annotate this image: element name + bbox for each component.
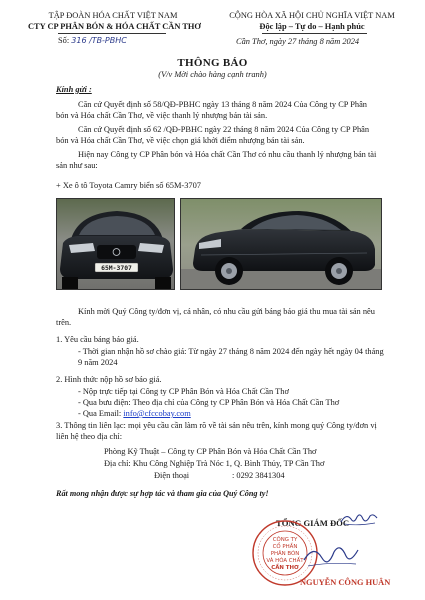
document-title: THÔNG BÁO bbox=[177, 57, 248, 69]
seal-line-2: CỔ PHẦN bbox=[272, 544, 298, 550]
header-left-rule bbox=[58, 33, 166, 34]
reference-prefix: Số: bbox=[58, 36, 72, 45]
car-side-illustration bbox=[181, 199, 382, 290]
signature-stroke bbox=[300, 540, 362, 572]
group-name: TẬP ĐOÀN HÓA CHẤT VIỆT NAM bbox=[48, 11, 178, 20]
section-3-heading: 3. Thông tin liên lạc: mọi yêu cầu cần làm rõ về tài sản nêu trên, kính mong quý Công ty/đơn vị liên hệ theo địa chỉ: bbox=[56, 421, 377, 442]
signatory-name: NGUYỄN CÔNG HUÂN bbox=[300, 578, 391, 587]
license-plate-text: 65M-3707 bbox=[101, 264, 132, 272]
contact-department: Phòng Kỹ Thuật – Công ty CP Phân Bón và Hóa Chất Cần Thơ bbox=[104, 447, 317, 456]
nation-name: CỘNG HÒA XÃ HỘI CHỦ NGHĨA VIỆT NAM bbox=[229, 11, 395, 20]
header-left bbox=[28, 10, 201, 32]
seal-line-1: CÔNG TY bbox=[272, 537, 298, 543]
company-name: CTY CP PHÂN BÓN & HÓA CHẤT CẦN THƠ bbox=[28, 22, 201, 31]
section-2-item-1: - Nộp trực tiếp tại Công ty CP Phân Bón và Hóa Chất Cần Thơ bbox=[78, 387, 289, 396]
section-1-item-1: - Thời gian nhận hồ sơ chào giá: Từ ngày 27 tháng 8 năm 2024 đến ngày hết ngày 04 tháng 9 năm 2024 bbox=[78, 347, 384, 368]
header-right-rule bbox=[262, 33, 367, 34]
paragraph-current-need: Hiện nay Công ty CP Phân bón và Hóa chất Cần Thơ có nhu cầu thanh lý nhượng bán tài sản như sau: bbox=[56, 150, 377, 171]
header-right bbox=[212, 10, 412, 32]
email-link[interactable]: info@cfccobay.com bbox=[123, 409, 191, 418]
asset-line: + Xe ô tô Toyota Camry biển số 65M-3707 bbox=[56, 181, 201, 190]
email-label: - Qua Email: bbox=[78, 409, 124, 418]
reference-value: 316 /TB-PBHC bbox=[71, 36, 127, 45]
seal-line-5: CẦN THƠ bbox=[271, 565, 299, 571]
contact-phone-label: Điện thoại bbox=[154, 471, 190, 480]
contact-phone: : 0292 3841304 bbox=[232, 471, 285, 480]
paragraph-decision-1: Căn cứ Quyết định số 58/QĐ-PBHC ngày 13 tháng 8 năm 2024 Của Công ty CP Phân bón và Hóa chất Cần Thơ, về việc thanh lý nhượng bán tài sản. bbox=[56, 100, 367, 121]
section-2-item-2: - Qua bưu điện: Theo địa chỉ của Công ty CP Phân Bón và Hóa Chất Cần Thơ bbox=[78, 398, 340, 407]
seal-line-4: VÀ HÓA CHẤT bbox=[266, 558, 304, 564]
section-2-item-3 bbox=[78, 408, 191, 419]
invitation-paragraph: Kính mời Quý Công ty/đơn vị, cá nhân, có nhu cầu gửi báng báo giá thu mua tài sản nêu trên. bbox=[56, 307, 375, 328]
handwritten-signature bbox=[338, 510, 380, 528]
reference-number bbox=[58, 36, 127, 45]
closing-remark: Rất mong nhận được sự hợp tác và tham gia của Quý Công ty! bbox=[56, 489, 269, 498]
car-front-illustration bbox=[57, 199, 175, 290]
section-1-heading: 1. Yêu cầu báng báo giá. bbox=[56, 335, 139, 344]
seal-line-3: PHÂN BÓN bbox=[270, 551, 300, 557]
place-date: Cần Thơ, ngày 27 tháng 8 năm 2024 bbox=[236, 37, 360, 46]
car-photo-front bbox=[56, 198, 175, 290]
signature-title: TỔNG GIÁM ĐỐC bbox=[276, 518, 350, 528]
national-motto: Độc lập – Tự do – Hạnh phúc bbox=[259, 22, 365, 31]
document-subtitle: (V/v Mời chào hàng cạnh tranh) bbox=[158, 70, 267, 79]
section-2-heading: 2. Hình thức nộp hồ sơ báo giá. bbox=[56, 375, 162, 384]
contact-address: Địa chỉ: Khu Công Nghiệp Trà Nóc 1, Q. Bình Thủy, TP Cần Thơ bbox=[104, 459, 325, 468]
greeting: Kính gửi : bbox=[56, 85, 92, 94]
car-photo-side bbox=[180, 198, 382, 290]
paragraph-decision-2: Căn cứ Quyết định số 62 /QĐ-PBHC ngày 22 tháng 8 năm 2024 Của Công ty CP Phân bón và Hóa chất Cần Thơ, về việc chọn giá khởi điểm nhượng bán tài sản. bbox=[56, 125, 370, 146]
